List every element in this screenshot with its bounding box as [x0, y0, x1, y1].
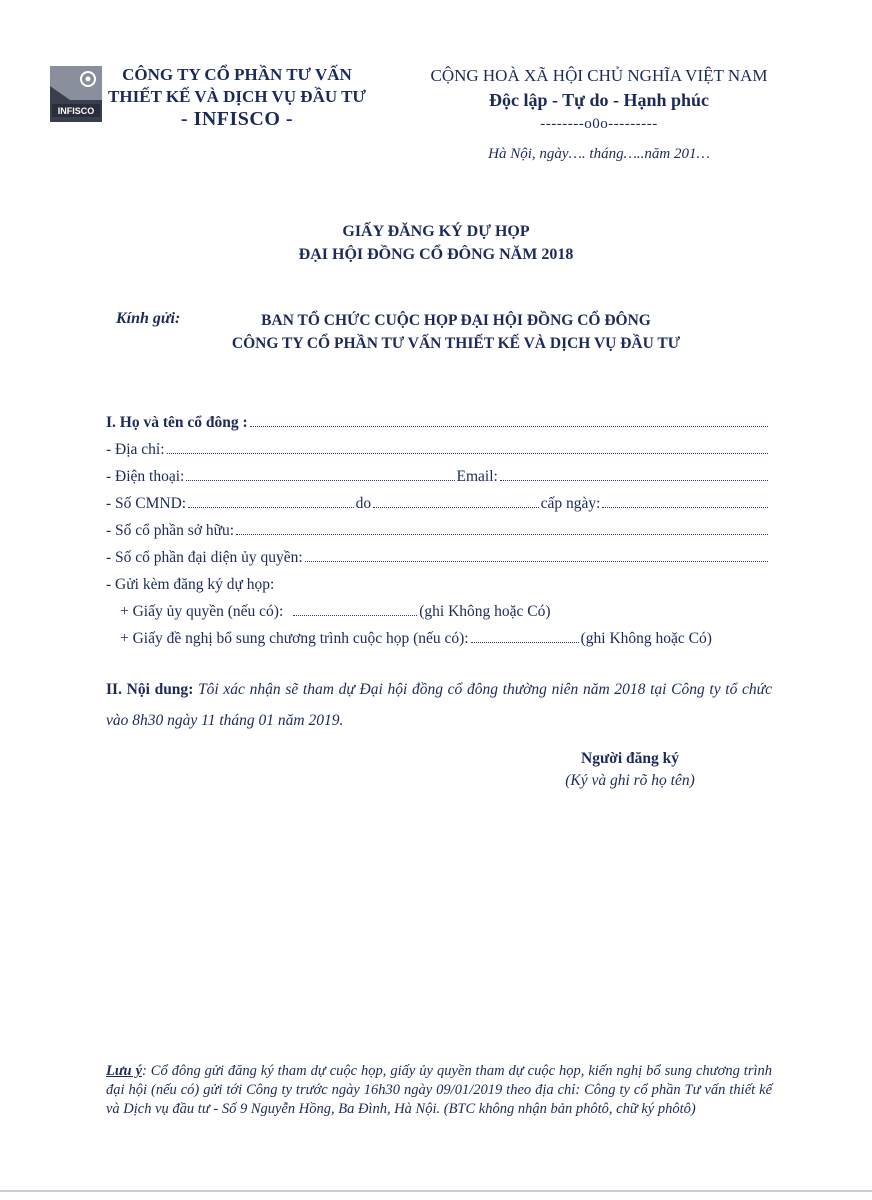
attach1-hint: (ghi Không hoặc Có) — [419, 603, 551, 620]
nation-block — [410, 64, 788, 136]
note-paragraph — [106, 1062, 772, 1119]
shares-owned-field[interactable] — [236, 522, 768, 535]
id-issuer-field[interactable] — [373, 495, 539, 508]
attach2-field[interactable] — [471, 630, 579, 643]
id-date-label: cấp ngày: — [540, 495, 601, 512]
attach2-label: + Giấy đề nghị bổ sung chương trình cuộc họp (nếu có): — [120, 630, 469, 647]
id-label: - Số CMND: — [106, 495, 187, 512]
attach2-row — [106, 630, 770, 657]
attach1-row — [106, 603, 770, 630]
shares-owned-label: - Số cổ phần sở hữu: — [106, 522, 235, 539]
infisco-logo — [50, 66, 102, 122]
content-paragraph — [106, 674, 772, 736]
address-row — [106, 441, 770, 468]
shares-proxy-label: - Số cổ phần đại diện ủy quyền: — [106, 549, 303, 566]
note-text: : Cổ đông gửi đăng ký tham dự cuộc họp, giấy ủy quyền tham dự cuộc họp, kiến nghị bổ sung chương trình đại hội (nếu có) gửi tới Công ty trước ngày 16h30 ngày 09/01/2019 theo địa chỉ: Công ty cổ phần Tư vấn thiết kế và Dịch vụ đầu tư - Số 9 Nguyễn Hồng, Ba Đình, Hà Nội. (BTC không nhận bản phôtô, chữ ký phôtô) — [106, 1063, 772, 1117]
attach-label: - Gửi kèm đăng ký dự họp: — [106, 576, 275, 593]
attach2-hint: (ghi Không hoặc Có) — [580, 630, 712, 647]
name-label: I. Họ và tên cổ đông : — [106, 414, 248, 431]
name-field[interactable] — [250, 414, 768, 427]
content-text: Tôi xác nhận sẽ tham dự Đại hội đồng cổ đông thường niên năm 2018 tại Công ty tổ chức vào 8h30 ngày 11 tháng 01 năm 2019. — [106, 681, 772, 729]
phone-label: - Điện thoại: — [106, 468, 185, 485]
nation-line: CỘNG HOÀ XÃ HỘI CHỦ NGHĨA VIỆT NAM — [430, 66, 768, 85]
addressee-label: Kính gửi: — [116, 310, 181, 327]
shares-proxy-row — [106, 549, 770, 576]
id-row — [106, 495, 770, 522]
attach1-label: + Giấy ủy quyền (nếu có): — [120, 603, 284, 620]
signature-block — [520, 748, 740, 792]
content-label: II. Nội dung — [106, 681, 189, 698]
id-date-field[interactable] — [602, 495, 768, 508]
attach1-field[interactable] — [293, 603, 417, 616]
company-block — [102, 64, 372, 130]
id-number-field[interactable] — [188, 495, 354, 508]
document-title — [0, 220, 872, 266]
motto: Độc lập - Tự do - Hạnh phúc — [488, 90, 710, 110]
company-line3: - INFISCO - — [180, 108, 294, 130]
date-line: Hà Nội, ngày…. tháng…..năm 201… — [488, 146, 710, 162]
title-line1: GIẤY ĐĂNG KÝ DỰ HỌP — [342, 223, 530, 240]
id-by-label: do — [355, 495, 372, 512]
signature-title: Người đăng ký — [581, 750, 679, 767]
addressee-line1: BAN TỔ CHỨC CUỘC HỌP ĐẠI HỘI ĐỒNG CỔ ĐÔNG — [261, 312, 651, 329]
content-colon: : — [188, 681, 194, 698]
phone-row — [106, 468, 770, 495]
name-row — [106, 414, 770, 441]
address-field[interactable] — [167, 441, 768, 454]
title-line2: ĐẠI HỘI ĐỒNG CỔ ĐÔNG NĂM 2018 — [298, 246, 574, 263]
email-label: Email: — [456, 468, 498, 485]
company-line2: THIẾT KẾ VÀ DỊCH VỤ ĐẦU TƯ — [108, 87, 366, 106]
email-field[interactable] — [500, 468, 768, 481]
company-line1: CÔNG TY CỔ PHẦN TƯ VẤN — [122, 65, 352, 84]
phone-field[interactable] — [186, 468, 454, 481]
address-label: - Địa chỉ: — [106, 441, 165, 458]
registration-form — [106, 414, 770, 657]
separator: --------o0o--------- — [540, 116, 658, 132]
logo-text: INFISCO — [57, 106, 95, 116]
addressee-block — [196, 309, 716, 355]
addressee-line2: CÔNG TY CỔ PHẦN TƯ VẤN THIẾT KẾ VÀ DỊCH VỤ ĐẦU TƯ — [231, 335, 681, 352]
page-edge — [0, 1190, 872, 1192]
shares-proxy-field[interactable] — [305, 549, 768, 562]
note-label: Lưu ý — [106, 1063, 143, 1079]
signature-subtitle: (Ký và ghi rõ họ tên) — [565, 772, 695, 789]
shares-owned-row — [106, 522, 770, 549]
attach-row — [106, 576, 770, 603]
